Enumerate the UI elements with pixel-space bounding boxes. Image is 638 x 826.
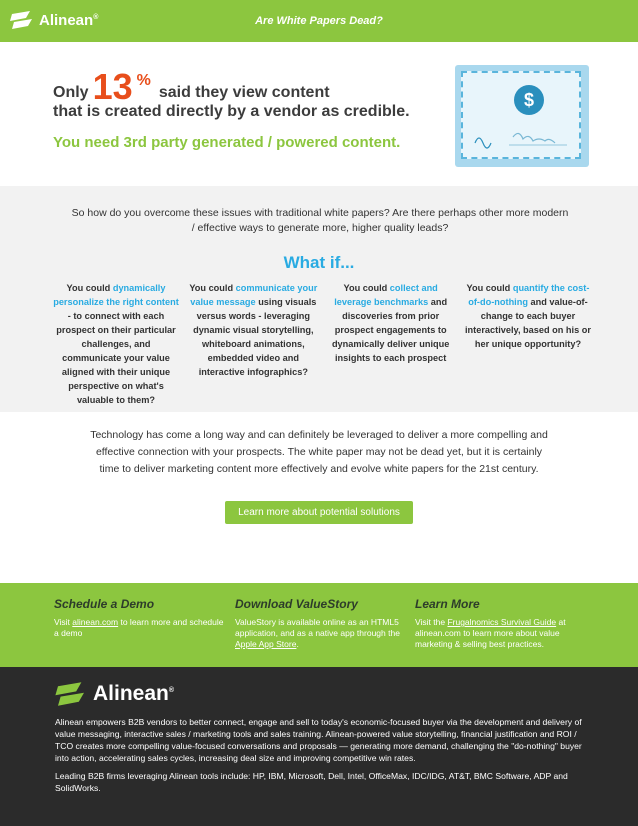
dollar-coin-icon: $ (514, 85, 544, 115)
what-if-item: You could communicate your value message using visuals versus words - leveraging dynamic visual storytelling, whiteboard animations, embedded video and interactive infographics? (189, 283, 318, 377)
schedule-demo-text: Visit alinean.com to learn more and schedule a demo (54, 617, 224, 638)
download-valuestory-heading: Download ValueStory (235, 597, 358, 611)
learn-more-heading: Learn More (415, 597, 480, 611)
signature-icon (463, 119, 583, 159)
what-if-item: You could quantify the cost-of-do-nothing and value-of-change to each buyer interactively, based on his or her unique opportunity? (465, 283, 591, 349)
stat-line-3: You need 3rd party generated / powered content. (53, 134, 401, 151)
stat-line-2: that is created directly by a vendor as credible. (53, 103, 410, 120)
header-bar (0, 0, 638, 42)
download-valuestory-text: ValueStory is available online as an HTML5 application, and as a native app through the Apple App Store. (235, 617, 400, 649)
footer-logo-text: Alinean® (93, 682, 175, 705)
what-if-columns (52, 281, 592, 407)
alinean-link[interactable]: alinean.com (72, 617, 119, 627)
footer-logo[interactable] (55, 681, 174, 707)
what-if-item: You could dynamically personalize the right content - to connect with each prospect on their particular challenges, and communicate your value aligned with their unique perspective on what's valuable to them? (53, 283, 179, 405)
certificate-illustration (455, 65, 589, 167)
alinean-logo-icon (55, 681, 87, 707)
about-paragraph-1: Alinean empowers B2B vendors to better connect, engage and sell to today's economic-focused buyer via the development and delivery of value messaging, interactive sales / marketing tools and sales training. Alinean-powered value storytelling, financial justification and ROI / TCO creates more compelling value-focused conversations and proposals — generating more demand, challenging the "do-nothing" buyer into action, accelerating sales cycles, increasing deal size and improving competitive win rates. (55, 717, 582, 763)
logo-text: Alinean® (39, 11, 99, 29)
technology-paragraph: Technology has come a long way and can definitely be leveraged to deliver a more compelling and effective connection with your prospects. The white paper may not be dead yet, but it is certainly time to deliver marketing content more effectively and evolve white papers for the 21st century. (90, 429, 548, 475)
what-if-item: You could collect and leverage benchmarks and discoveries from prior prospect engagements to dynamically deliver unique insights to each prospect (331, 283, 450, 363)
stat-rest: said they view content (158, 84, 330, 101)
about-text (55, 716, 583, 800)
learn-more-text: Visit the Frugalnomics Survival Guide at alinean.com to learn more about value marketing & selling best practices. (415, 617, 566, 649)
download-valuestory-block (235, 597, 407, 650)
page-title: Are White Papers Dead? (255, 15, 383, 27)
about-paragraph-2: Leading B2B firms leveraging Alinean tools include: HP, IBM, Microsoft, Dell, Intel, OfficeMax, IDC/IDG, AT&T, BMC Software, ADP and SolidWorks. (55, 771, 568, 793)
schedule-demo-block (54, 597, 226, 639)
question-text: So how do you overcome these issues with traditional white papers? Are there perhaps other more modern / effective ways to generate more, higher quality leads? (71, 207, 569, 234)
survival-guide-link[interactable]: Frugalnomics Survival Guide (447, 617, 557, 627)
what-if-heading: What if... (283, 253, 355, 272)
schedule-demo-heading: Schedule a Demo (54, 597, 155, 611)
stat-percent-sign: % (136, 72, 151, 89)
stat-percent: 13 (92, 66, 133, 107)
stat-only: Only (53, 84, 89, 101)
certificate-border (461, 71, 581, 159)
learn-more-block (415, 597, 587, 650)
app-store-link[interactable]: Apple App Store (235, 639, 297, 649)
stat-headline (53, 66, 330, 107)
learn-more-button[interactable]: Learn more about potential solutions (225, 501, 413, 524)
